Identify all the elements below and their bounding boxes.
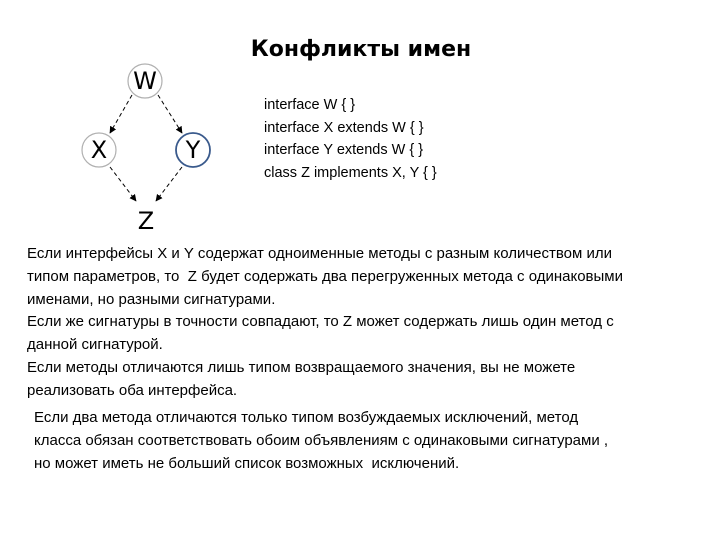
exceptions-paragraph xyxy=(34,407,704,475)
text-line: реализовать оба интерфейса. xyxy=(27,381,238,399)
text-line: Если два метода отличаются только типом возбуждаемых исключений, метод xyxy=(34,409,579,426)
code-line: interface X extends W { } xyxy=(264,119,424,136)
text-line: Если методы отличаются лишь типом возвращаемого значения, вы не можете xyxy=(27,358,576,376)
edge-w-y xyxy=(158,95,182,133)
text-line: Если интерфейсы X и Y содержат одноименные методы с разным количеством или xyxy=(27,245,613,262)
node-y-label: Y xyxy=(185,136,201,164)
text-line: типом параметров, то Z будет содержать два перегруженных метода с одинаковыми xyxy=(27,267,623,285)
node-z-label: Z xyxy=(137,207,155,235)
diamond-inheritance-diagram xyxy=(70,55,240,235)
edge-x-z xyxy=(110,167,136,201)
code-line: interface W { } xyxy=(264,97,356,113)
code-line: interface Y extends W { } xyxy=(264,142,424,158)
edge-y-z xyxy=(156,167,182,201)
text-line: именами, но разными сигнатурами. xyxy=(27,290,276,308)
edge-w-x xyxy=(110,95,132,133)
text-line: Если же сигнатуры в точности совпадают, то Z может содержать лишь один метод с xyxy=(27,313,614,331)
text-line: данной сигнатурой. xyxy=(27,336,163,354)
text-line: но может иметь не больший список возможных исключений. xyxy=(34,454,460,472)
code-block xyxy=(264,94,437,184)
node-w-label: W xyxy=(133,67,157,95)
code-line: class Z implements X, Y { } xyxy=(264,164,437,181)
slide-title: Конфликты имен xyxy=(250,37,472,62)
explanation-paragraph xyxy=(27,243,697,403)
text-line: класса обязан соответствовать обоим объявлениям с одинаковыми сигнатурами , xyxy=(34,431,609,449)
node-x-label: X xyxy=(90,136,108,164)
